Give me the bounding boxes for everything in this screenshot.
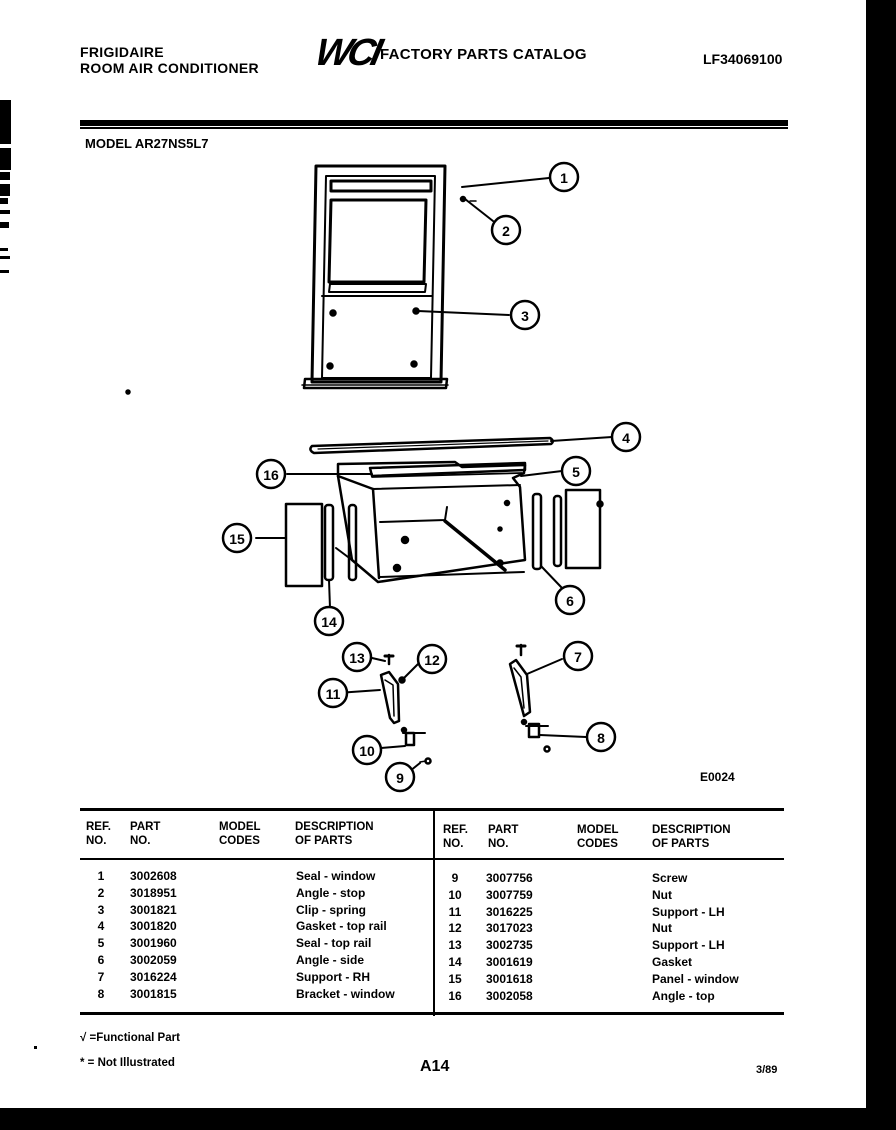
callout-label: 15	[229, 531, 245, 547]
callout-label: 2	[502, 223, 510, 239]
table-row: 10 3007759 Nut	[448, 887, 672, 902]
cabinet-frame-drawing	[336, 462, 525, 582]
parts-list-right	[444, 870, 739, 1004]
table-row: 14 3001619 Gasket	[448, 954, 693, 969]
callout-label: 16	[263, 467, 279, 483]
callout-label: 6	[566, 593, 574, 609]
scan-border-bottom	[0, 1108, 896, 1130]
table-bottom-rule	[80, 1012, 784, 1015]
catalog-number: LF34069100	[703, 51, 783, 67]
product-name: ROOM AIR CONDITIONER	[80, 60, 259, 76]
table-row: 1 3002608 Seal - window	[97, 869, 376, 883]
callout-label: 12	[424, 652, 440, 668]
header-part-no-right: PART NO.	[488, 824, 519, 850]
header-ref-no-right: REF. NO.	[443, 824, 468, 850]
page-number: A14	[420, 1058, 450, 1075]
header-ref-no-left: REF. NO.	[86, 821, 111, 847]
header-description-right: DESCRIPTION OF PARTS	[652, 824, 731, 850]
drawing-code: E0024	[700, 770, 735, 784]
table-row: 12 3017023 Nut	[448, 921, 672, 936]
revision-date: 3/89	[756, 1064, 778, 1076]
brand-name: FRIGIDAIRE	[80, 44, 164, 60]
catalog-title: FACTORY PARTS CATALOG	[380, 46, 587, 63]
header-description-left: DESCRIPTION OF PARTS	[295, 821, 374, 847]
callout-label: 10	[359, 743, 375, 759]
callout-label: 4	[622, 430, 630, 446]
window-panel-drawing	[127, 166, 477, 394]
callout-label: 13	[349, 650, 365, 666]
table-row: 9 3007756 Screw	[451, 871, 688, 885]
table-row: 11 3016225 Support - LH	[448, 904, 725, 919]
callout-label: 3	[521, 308, 529, 324]
not-illustrated-note: * = Not Illustrated	[80, 1057, 175, 1069]
callout-label: 14	[321, 614, 337, 630]
header-model-codes-left: MODEL CODES	[219, 821, 261, 847]
table-row: 13 3002735 Support - LH	[448, 938, 725, 953]
callout-label: 9	[396, 770, 404, 786]
callout-label: 7	[574, 649, 582, 665]
callout-label: 11	[325, 686, 341, 702]
scan-speck	[34, 1046, 37, 1049]
callout-label: 1	[560, 170, 568, 186]
model-label: MODEL AR27NS5L7	[85, 136, 209, 151]
table-row: 2 3018951 Angle - stop	[97, 885, 366, 900]
top-rail-gasket-drawing	[310, 438, 552, 453]
table-row: 15 3001618 Panel - window	[448, 971, 739, 986]
table-row: 3 3001821 Clip - spring	[97, 902, 366, 917]
parts-list-left	[90, 868, 395, 1002]
table-column-divider	[433, 808, 435, 1016]
table-header-rule	[80, 858, 784, 860]
header-part-no-left: PART NO.	[130, 821, 161, 847]
table-row: 7 3016224 Support - RH	[97, 969, 370, 984]
table-row: 16 3002058 Angle - top	[448, 988, 715, 1003]
table-top-rule	[80, 808, 784, 811]
table-row: 5 3001960 Seal - top rail	[97, 936, 372, 951]
header-model-codes-right: MODEL CODES	[577, 824, 619, 850]
functional-part-note: √ =Functional Part	[80, 1032, 180, 1044]
wci-logo: WCI	[311, 32, 383, 74]
callout-label: 5	[572, 464, 580, 480]
table-row: 6 3002059 Angle - side	[97, 952, 365, 967]
table-row: 4 3001820 Gasket - top rail	[97, 919, 387, 934]
callout-label: 8	[597, 730, 605, 746]
table-row: 8 3001815 Bracket - window	[97, 986, 395, 1001]
